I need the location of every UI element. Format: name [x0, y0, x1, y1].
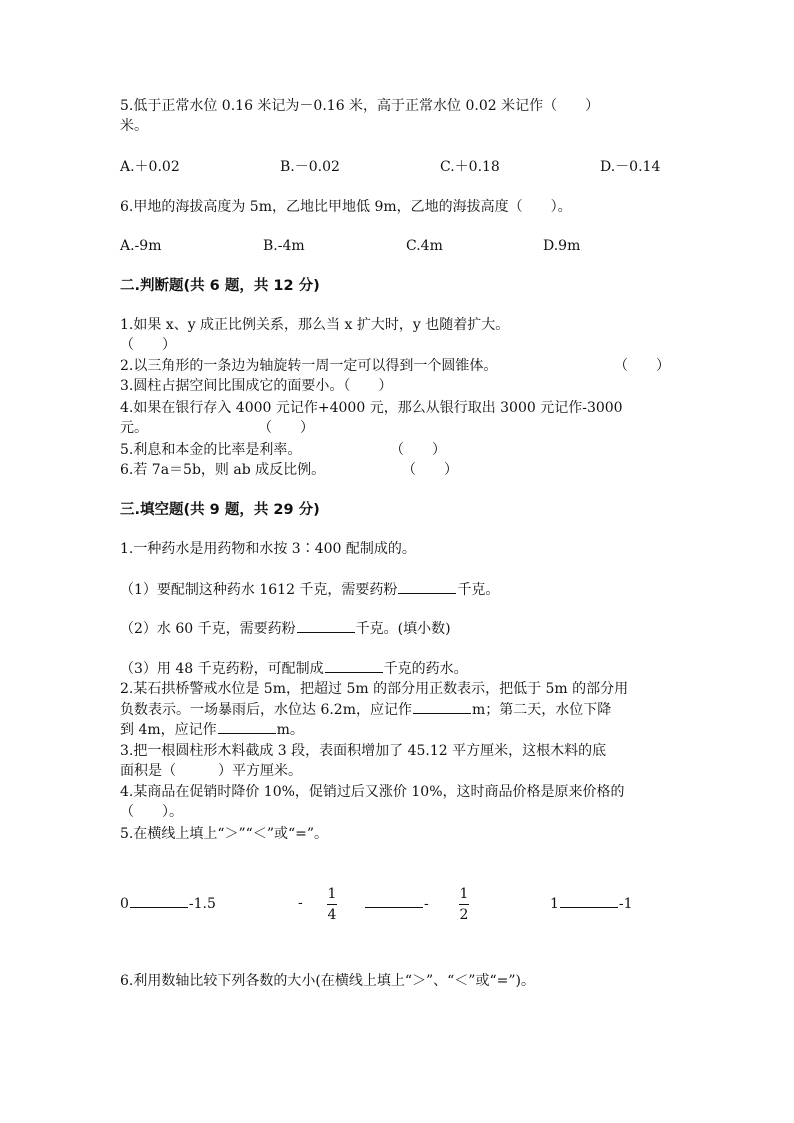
fraction-denominator: 2 — [459, 907, 469, 923]
fill-1-part-2-unit: 千克。(填小数) — [355, 621, 451, 637]
fraction-bar — [459, 904, 469, 905]
answer-blank — [130, 893, 188, 908]
fill-6-text: 6.利用数轴比较下列各数的大小(在横线上填上“＞”、“＜”或“=”)。 — [120, 973, 535, 989]
judge-item-4-cont: 元。 — [120, 420, 148, 436]
compare-2-blank — [364, 893, 429, 914]
option-a: A.-9m — [120, 238, 162, 254]
fraction-denominator: 4 — [327, 907, 337, 923]
fill-2-line-2-tail: m；第二天，水位下降 — [472, 702, 612, 718]
compare-3 — [550, 893, 633, 914]
fraction-numerator: 1 — [459, 886, 469, 902]
option-a: A.＋0.02 — [120, 159, 180, 175]
judge-item-4-paren: （ ） — [258, 420, 314, 436]
answer-blank — [297, 618, 355, 633]
fraction-one-half — [459, 886, 469, 923]
fill-1-intro: 1.一种药水是用药物和水按 3∶400 配制成的。 — [120, 541, 416, 557]
fill-1-part-3-unit: 千克的药水。 — [383, 661, 468, 677]
fill-1-part-2-text: （2）水 60 千克，需要药粉 — [120, 621, 296, 637]
judge-item-2-paren: （ ） — [614, 358, 670, 374]
judge-item-1-paren: （ ） — [120, 337, 176, 353]
fraction-bar — [327, 904, 337, 905]
answer-blank — [413, 699, 471, 714]
fill-4-line-2: （ ）。 — [120, 804, 183, 820]
option-c: C.4m — [406, 238, 443, 254]
answer-blank — [325, 658, 383, 673]
fill-2-line-1: 2.某石拱桥警戒水位是 5m，把超过 5m 的部分用正数表示，把低于 5m 的部分用 — [120, 681, 629, 697]
question-5-line-1: 5.低于正常水位 0.16 米记为－0.16 米，高于正常水位 0.02 米记作（ ） — [120, 98, 600, 114]
fill-2-line-3-text: 到 4m，应记作 — [120, 722, 217, 738]
compare-2-sign-2: - — [424, 896, 429, 912]
compare-1-left: 0 — [120, 896, 129, 912]
fill-3-line-2: 面积是（ ）平方厘米。 — [120, 763, 302, 779]
compare-2-sign-1: - — [298, 895, 303, 911]
fill-5-text: 5.在横线上填上“＞”“＜”或“=”。 — [120, 826, 329, 842]
section-3-heading: 三.填空题(共 9 题，共 29 分) — [120, 502, 320, 518]
option-b: B.－0.02 — [280, 159, 340, 175]
fill-2-line-3-tail: m。 — [276, 722, 304, 738]
fill-1-part-3-text: （3）用 48 千克药粉，可配制成 — [120, 661, 324, 677]
fraction-numerator: 1 — [327, 886, 337, 902]
option-d: D.9m — [543, 238, 581, 254]
judge-item-5: 5.利息和本金的比率是利率。 — [120, 442, 302, 458]
compare-3-left: 1 — [550, 896, 559, 912]
fraction-one-quarter — [327, 886, 337, 923]
judge-item-4: 4.如果在银行存入 4000 元记作+4000 元，那么从银行取出 3000 元记作-3000 — [120, 400, 623, 416]
fill-1-part-1-text: （1）要配制这种药水 1612 千克，需要药粉 — [120, 582, 398, 598]
fill-1-part-1-unit: 千克。 — [457, 582, 500, 598]
section-2-heading: 二.判断题(共 6 题，共 12 分) — [120, 278, 320, 294]
answer-blank — [560, 893, 618, 908]
option-b: B.-4m — [263, 238, 305, 254]
judge-item-6: 6.若 7a＝5b，则 ab 成反比例。 — [120, 462, 326, 478]
fill-2-line-2-text: 负数表示。一场暴雨后，水位达 6.2m，应记作 — [120, 702, 412, 718]
answer-blank — [218, 719, 276, 734]
judge-item-3: 3.圆柱占据空间比围成它的面要小。（ ） — [120, 378, 393, 394]
answer-blank — [365, 893, 423, 908]
fill-1-part-3 — [120, 658, 468, 679]
question-5-line-2: 米。 — [120, 118, 148, 134]
option-c: C.＋0.18 — [440, 159, 500, 175]
judge-item-6-paren: （ ） — [402, 462, 458, 478]
judge-item-2: 2.以三角形的一条边为轴旋转一周一定可以得到一个圆锥体。 — [120, 358, 498, 374]
question-6: 6.甲地的海拔高度为 5m，乙地比甲地低 9m，乙地的海拔高度（ ）。 — [120, 199, 572, 215]
answer-blank — [398, 579, 456, 594]
fill-4-line-1: 4.某商品在促销时降价 10%，促销过后又涨价 10%，这时商品价格是原来价格的 — [120, 784, 625, 800]
judge-item-5-paren: （ ） — [390, 442, 446, 458]
fill-1-part-2 — [120, 618, 451, 639]
fill-1-part-1 — [120, 579, 499, 600]
compare-1-right: -1.5 — [188, 896, 216, 912]
fill-3-line-1: 3.把一根圆柱形木料截成 3 段，表面积增加了 45.12 平方厘米，这根木料的底 — [120, 743, 607, 759]
judge-item-1: 1.如果 x、y 成正比例关系，那么当 x 扩大时，y 也随着扩大。 — [120, 317, 510, 333]
compare-3-right: -1 — [618, 896, 633, 912]
fill-2-line-2 — [120, 699, 611, 720]
fill-2-line-3 — [120, 719, 304, 740]
compare-1 — [120, 893, 216, 914]
option-d: D.－0.14 — [600, 159, 661, 175]
